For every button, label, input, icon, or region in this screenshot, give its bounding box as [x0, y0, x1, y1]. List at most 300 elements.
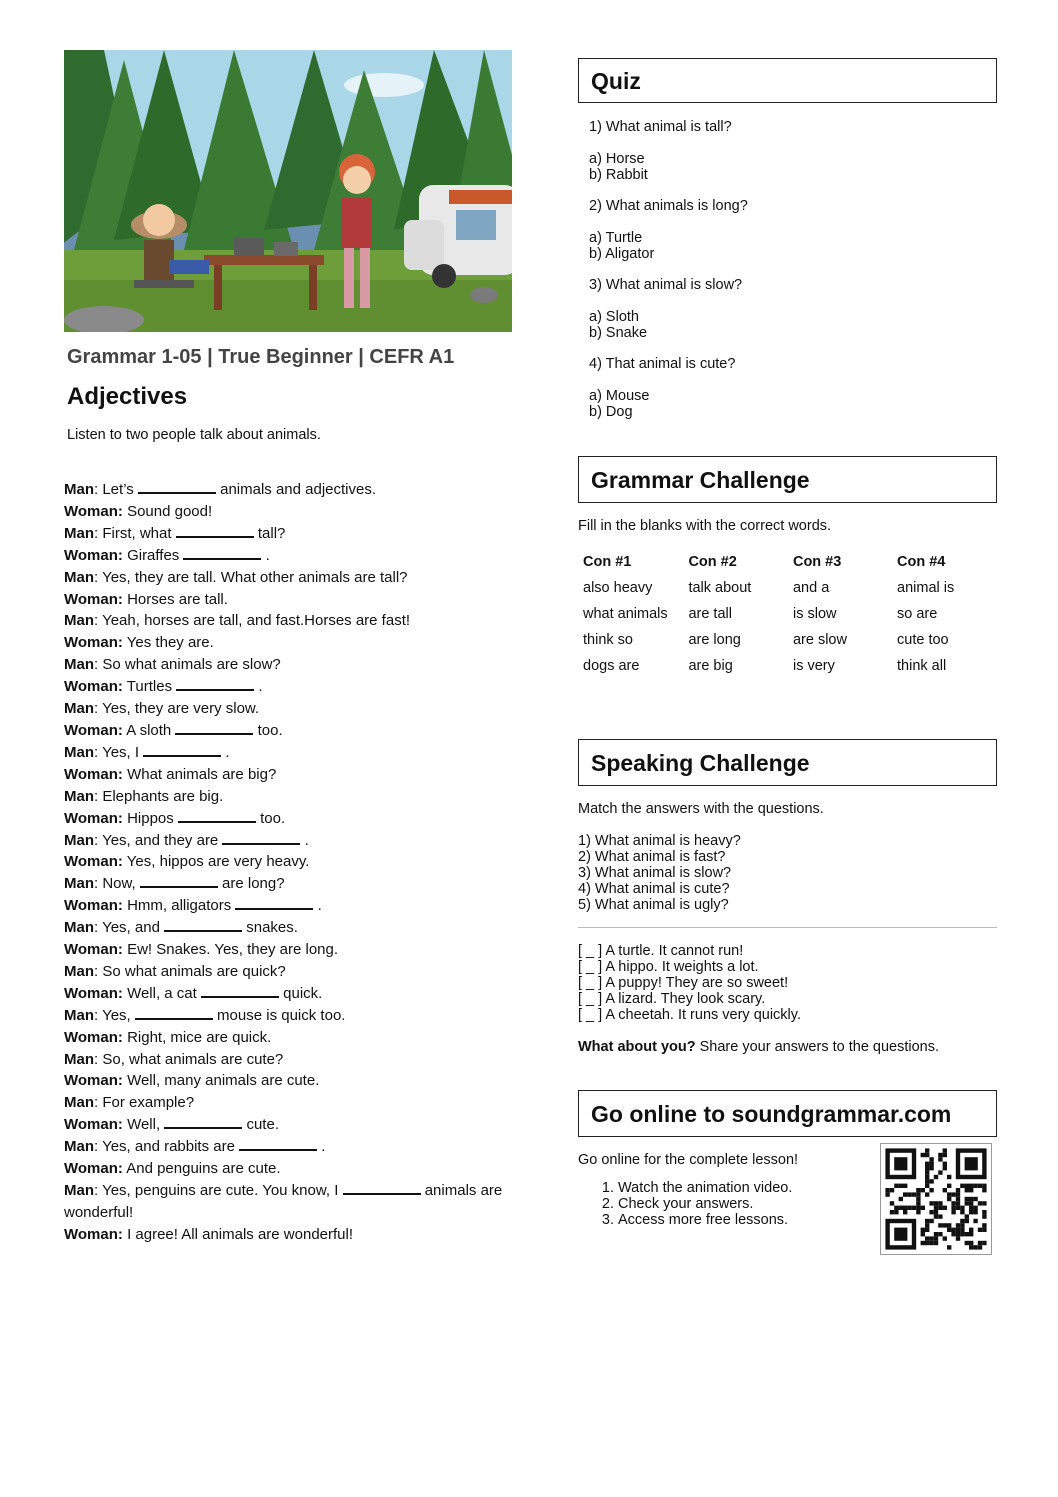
word-bank-row: [578, 627, 997, 653]
quiz-heading: Quiz: [578, 58, 997, 103]
qr-module: [956, 1197, 960, 1201]
qr-module: [885, 1188, 889, 1192]
dialogue-text: Sound good!: [127, 502, 213, 520]
dialogue-text: Yes, they are tall. What other animals are tall?: [102, 568, 408, 586]
speaker-separator: :: [94, 1006, 103, 1024]
qr-module: [956, 1188, 960, 1192]
fill-in-blank[interactable]: [201, 984, 279, 998]
fill-in-blank[interactable]: [176, 677, 254, 691]
dialogue-line: [64, 1158, 514, 1180]
word-bank-row: [578, 575, 997, 601]
dialogue-text: A sloth: [126, 721, 176, 739]
qr-module: [938, 1206, 942, 1210]
qr-module: [965, 1197, 969, 1201]
qr-module: [947, 1192, 951, 1196]
dialogue-line: [64, 523, 514, 545]
qr-module: [943, 1206, 947, 1210]
qr-module: [956, 1232, 960, 1236]
speaker-label: Woman:: [64, 502, 123, 520]
word-bank-cell: are big: [688, 658, 733, 674]
dialogue-text: Now,: [102, 875, 140, 893]
fill-in-blank[interactable]: [235, 896, 313, 910]
go-online-step: 3. Access more free lessons.: [618, 1212, 997, 1228]
grammar-challenge-instructions: Fill in the blanks with the correct words.: [578, 518, 832, 534]
dialogue-text: Yes, hippos are very heavy.: [126, 853, 310, 871]
speaker-separator: :: [94, 656, 103, 674]
qr-module: [912, 1192, 916, 1196]
speaking-question: 1) What animal is heavy?: [578, 833, 741, 849]
qr-module: [925, 1219, 929, 1223]
dialogue-line: [64, 1114, 514, 1136]
quiz-question-text: 3) What animal is slow?: [589, 277, 743, 293]
speaking-answer: [ _ ] A puppy! They are so sweet!: [578, 975, 789, 991]
qr-module: [916, 1188, 920, 1192]
quiz-option: b) Snake: [589, 325, 648, 341]
qr-module: [929, 1157, 933, 1161]
qr-module: [903, 1206, 907, 1210]
qr-module: [951, 1210, 955, 1214]
dialogue-line: [64, 676, 514, 698]
speaker-separator: :: [94, 700, 103, 718]
qr-module: [894, 1210, 898, 1214]
qr-module: [956, 1206, 960, 1210]
qr-module: [925, 1192, 929, 1196]
left-column: [64, 50, 514, 1246]
word-bank-cell: cute too: [897, 632, 949, 648]
quiz-question: [578, 277, 997, 341]
speaking-answer: [ _ ] A turtle. It cannot run!: [578, 943, 744, 959]
dialogue-text: snakes.: [242, 919, 298, 937]
dialogue-text: tall?: [253, 524, 286, 542]
dialogue-text: Right, mice are quick.: [127, 1028, 272, 1046]
speaker-label: Woman:: [64, 1160, 123, 1178]
qr-module: [925, 1241, 929, 1245]
qr-module: [938, 1214, 942, 1218]
section-divider: [578, 927, 997, 928]
quiz-option: a) Sloth: [589, 309, 639, 325]
qr-module: [956, 1223, 960, 1227]
qr-module: [982, 1184, 986, 1188]
speaking-answer: [ _ ] A lizard. They look scary.: [578, 991, 766, 1007]
dialogue-line: [64, 589, 514, 611]
speaker-separator: :: [94, 612, 103, 630]
lesson-intro: Listen to two people talk about animals.: [67, 427, 321, 443]
speaker-separator: :: [94, 481, 103, 498]
qr-module: [925, 1236, 929, 1240]
qr-module: [916, 1210, 920, 1214]
qr-module: [929, 1236, 933, 1240]
qr-module: [956, 1228, 960, 1232]
fill-in-blank[interactable]: [183, 546, 261, 560]
dialogue-line: [64, 808, 514, 830]
qr-module: [982, 1241, 986, 1245]
qr-module: [982, 1214, 986, 1218]
dialogue-line: [64, 961, 514, 983]
dialogue-line: [64, 983, 514, 1005]
dialogue-line: [64, 479, 514, 501]
qr-module: [969, 1241, 973, 1245]
dialogue-line: [64, 545, 514, 567]
speaker-separator: :: [94, 831, 103, 849]
qr-module: [890, 1201, 894, 1205]
quiz-question-text: 1) What animal is tall?: [589, 119, 732, 135]
word-bank-cell: talk about: [688, 580, 752, 596]
speaking-question: 4) What animal is cute?: [578, 881, 730, 897]
dialogue-text: Let’s: [102, 481, 138, 498]
dialogue-text: Horses are tall.: [127, 590, 228, 608]
speaking-answers: [578, 943, 997, 1023]
qr-module: [916, 1197, 920, 1201]
qr-module: [978, 1245, 982, 1249]
qr-module: [965, 1214, 969, 1218]
qr-module: [947, 1245, 951, 1249]
speaker-label: Woman:: [64, 897, 123, 915]
dialogue-text: .: [313, 897, 322, 915]
word-bank-cell: are slow: [792, 632, 847, 648]
speaker-label: Woman:: [64, 1028, 123, 1046]
qr-finder-pattern: [894, 1157, 907, 1170]
qr-module: [921, 1206, 925, 1210]
what-about-you-text: Share your answers to the questions.: [695, 1039, 940, 1055]
qr-module: [912, 1206, 916, 1210]
dialogue-line: [64, 1092, 514, 1114]
qr-module: [947, 1184, 951, 1188]
dialogue-text: Yes they are.: [126, 634, 214, 652]
qr-module: [934, 1214, 938, 1218]
qr-module: [960, 1232, 964, 1236]
dialogue-text: too.: [255, 809, 286, 827]
dialogue-text: Yes,: [102, 1006, 135, 1024]
dialogue-text: So what animals are quick?: [102, 962, 286, 980]
qr-module: [982, 1228, 986, 1232]
dialogue-text: Yes, they are very slow.: [102, 700, 260, 718]
word-bank-cell: is slow: [792, 606, 837, 622]
dialogue-text: Giraffes: [127, 546, 184, 564]
qr-module: [925, 1223, 929, 1227]
qr-module: [929, 1166, 933, 1170]
qr-module: [929, 1179, 933, 1183]
speaker-label: Man: [64, 1094, 94, 1112]
qr-module: [969, 1206, 973, 1210]
fill-in-blank[interactable]: [164, 918, 242, 932]
qr-module: [969, 1197, 973, 1201]
speaker-label: Woman:: [64, 1225, 123, 1243]
dialogue-line: [64, 939, 514, 961]
dialogue-text: Yes, penguins are cute. You know, I: [102, 1182, 343, 1199]
qr-module: [982, 1201, 986, 1205]
speaker-label: Man: [64, 875, 94, 893]
dialogue-text: What animals are big?: [127, 765, 277, 783]
qr-module: [969, 1184, 973, 1188]
speaker-label: Man: [64, 568, 94, 586]
dialogue-line: [64, 917, 514, 939]
qr-module: [956, 1236, 960, 1240]
qr-module: [894, 1184, 898, 1188]
quiz-option: b) Rabbit: [589, 167, 648, 183]
lesson-title: Adjectives: [67, 383, 188, 410]
speaker-label: Woman:: [64, 984, 123, 1002]
fill-in-blank[interactable]: [175, 721, 253, 735]
qr-module: [894, 1206, 898, 1210]
dialogue-text: mouse is quick too.: [212, 1006, 346, 1024]
dialogue-line: [64, 1136, 514, 1158]
dialogue-line: [64, 610, 514, 632]
qr-module: [925, 1228, 929, 1232]
qr-module: [934, 1236, 938, 1240]
qr-module: [956, 1201, 960, 1205]
qr-module: [960, 1210, 964, 1214]
quiz-question-text: 4) That animal is cute?: [589, 356, 736, 372]
qr-module: [885, 1192, 889, 1196]
fill-in-blank[interactable]: [222, 831, 300, 845]
qr-module: [960, 1184, 964, 1188]
qr-module: [973, 1245, 977, 1249]
qr-module: [899, 1197, 903, 1201]
speaker-separator: :: [94, 1182, 103, 1199]
fill-in-blank[interactable]: [343, 1181, 421, 1195]
dialogue-line: [64, 742, 514, 764]
fill-in-blank[interactable]: [178, 809, 256, 823]
speaker-label: Man: [64, 612, 94, 630]
quiz-question: [578, 356, 997, 420]
qr-module: [916, 1201, 920, 1205]
dialogue-text: First, what: [102, 524, 176, 542]
qr-module: [925, 1162, 929, 1166]
qr-module: [921, 1188, 925, 1192]
qr-module: [965, 1201, 969, 1205]
speaker-label: Woman:: [64, 809, 123, 827]
qr-module: [938, 1157, 942, 1161]
qr-module: [973, 1219, 977, 1223]
speaking-answer: [ _ ] A hippo. It weights a lot.: [578, 959, 759, 975]
fill-in-blank[interactable]: [176, 524, 254, 538]
word-bank-cell: is very: [792, 658, 835, 674]
qr-module: [903, 1184, 907, 1188]
qr-module: [943, 1148, 947, 1152]
qr-module: [943, 1166, 947, 1170]
quiz-option: a) Mouse: [589, 388, 650, 404]
speaker-separator: :: [94, 1094, 103, 1112]
qr-module: [899, 1184, 903, 1188]
speaker-separator: :: [94, 743, 103, 761]
qr-module: [921, 1153, 925, 1157]
dialogue-text: Elephants are big.: [102, 787, 224, 805]
qr-module: [951, 1228, 955, 1232]
speaker-label: Man: [64, 1006, 94, 1024]
qr-module: [929, 1241, 933, 1245]
qr-module: [969, 1245, 973, 1249]
speaker-label: Woman:: [64, 634, 123, 652]
dialogue-line: [64, 1049, 514, 1071]
word-bank-cell: what animals: [583, 606, 668, 622]
dialogue-text: animals are wonderful!: [64, 1182, 507, 1221]
qr-module: [943, 1153, 947, 1157]
qr-module: [925, 1179, 929, 1183]
quiz-section: [578, 119, 997, 420]
qr-module: [907, 1192, 911, 1196]
qr-module: [947, 1175, 951, 1179]
dialogue-line: [64, 567, 514, 589]
fill-in-blank[interactable]: [239, 1137, 317, 1151]
qr-finder-pattern: [894, 1228, 907, 1241]
column-header: Con #2: [688, 554, 737, 570]
qr-module: [899, 1206, 903, 1210]
qr-module: [978, 1241, 982, 1245]
qr-module: [951, 1206, 955, 1210]
qr-module: [978, 1184, 982, 1188]
word-bank-cell: think all: [897, 658, 947, 674]
qr-module: [916, 1192, 920, 1196]
qr-module: [973, 1197, 977, 1201]
dialogue-text: Ew! Snakes. Yes, they are long.: [127, 941, 339, 959]
speaker-label: Man: [64, 481, 94, 498]
qr-module: [929, 1201, 933, 1205]
dialogue-line: [64, 654, 514, 676]
word-bank-table: [578, 549, 997, 679]
speaker-separator: :: [94, 875, 103, 893]
column-header: Con #1: [583, 554, 632, 570]
speaker-label: Man: [64, 831, 94, 849]
dialogue-text: I agree! All animals are wonderful!: [127, 1225, 354, 1243]
word-bank-cell: and a: [792, 580, 830, 596]
qr-module: [925, 1170, 929, 1174]
speaker-separator: :: [94, 524, 103, 542]
qr-module: [960, 1206, 964, 1210]
dialogue-line: [64, 1224, 514, 1246]
dialogue-text: are long?: [217, 875, 285, 893]
camping-scene-illustration: [64, 50, 512, 332]
qr-module: [982, 1210, 986, 1214]
dialogue-line: [64, 1070, 514, 1092]
qr-module: [947, 1228, 951, 1232]
qr-module: [965, 1219, 969, 1223]
qr-module: [969, 1232, 973, 1236]
qr-module: [925, 1184, 929, 1188]
fill-in-blank[interactable]: [164, 1115, 242, 1129]
speaker-label: Woman:: [64, 1072, 123, 1090]
qr-module: [938, 1223, 942, 1227]
dialogue-text: .: [300, 831, 309, 849]
qr-module: [973, 1206, 977, 1210]
dialogue-text: .: [254, 678, 263, 696]
dialogue-line: [64, 501, 514, 523]
dialogue-text: Yes, and: [102, 919, 165, 937]
speaker-label: Woman:: [64, 678, 123, 696]
word-bank-cell: are long: [688, 632, 741, 648]
qr-module: [921, 1241, 925, 1245]
qr-module: [951, 1192, 955, 1196]
dialogue-line: [64, 1027, 514, 1049]
qr-module: [929, 1219, 933, 1223]
qr-module: [960, 1219, 964, 1223]
dialogue-text: cute.: [242, 1116, 279, 1134]
speaker-label: Woman:: [64, 590, 123, 608]
qr-module: [921, 1228, 925, 1232]
qr-module: [925, 1148, 929, 1152]
qr-module: [951, 1201, 955, 1205]
dialogue-text: Well, a cat: [127, 984, 201, 1002]
speaking-questions: [578, 833, 997, 913]
speaker-separator: :: [94, 568, 103, 586]
speaking-challenge-heading: Speaking Challenge: [578, 739, 997, 786]
qr-module: [934, 1201, 938, 1205]
qr-module: [929, 1210, 933, 1214]
fill-in-blank[interactable]: [143, 743, 221, 757]
qr-module: [969, 1188, 973, 1192]
dialogue-text: Yes, and they are: [102, 831, 223, 849]
quiz-option: b) Dog: [589, 404, 633, 420]
quiz-question: [578, 198, 997, 262]
fill-in-blank[interactable]: [135, 1006, 213, 1020]
speaker-separator: :: [94, 1138, 103, 1156]
speaker-separator: :: [94, 919, 103, 937]
go-online-intro: Go online for the complete lesson!: [578, 1152, 799, 1168]
qr-finder-pattern: [965, 1157, 978, 1170]
speaker-separator: :: [94, 1050, 103, 1068]
qr-module: [956, 1192, 960, 1196]
word-bank-cell: think so: [583, 632, 633, 648]
qr-module: [921, 1232, 925, 1236]
dialogue-line: [64, 698, 514, 720]
what-about-you: [578, 1039, 997, 1055]
speaker-label: Woman:: [64, 853, 123, 871]
dialogue-text: Well,: [127, 1116, 165, 1134]
qr-module: [982, 1223, 986, 1227]
speaker-label: Man: [64, 656, 94, 674]
word-bank-row: [578, 601, 997, 627]
qr-module: [960, 1223, 964, 1227]
qr-module: [925, 1153, 929, 1157]
qr-module: [925, 1175, 929, 1179]
speaker-label: Man: [64, 962, 94, 980]
qr-module: [943, 1188, 947, 1192]
qr-module: [938, 1170, 942, 1174]
fill-in-blank[interactable]: [140, 874, 218, 888]
dialogue-line: [64, 786, 514, 808]
dialogue-line: [64, 873, 514, 895]
dialogue-line: [64, 720, 514, 742]
qr-module: [925, 1166, 929, 1170]
speaking-answer: [ _ ] A cheetah. It runs very quickly.: [578, 1007, 801, 1023]
qr-module: [934, 1206, 938, 1210]
speaking-question: 3) What animal is slow?: [578, 865, 732, 881]
dialogue-text: Yes, and rabbits are: [102, 1138, 240, 1156]
speaking-challenge-instructions: Match the answers with the questions.: [578, 801, 824, 817]
quiz-option: b) Aligator: [589, 246, 655, 262]
qr-code-icon[interactable]: [880, 1143, 992, 1255]
dialogue-text: animals and adjectives.: [215, 481, 377, 498]
qr-module: [943, 1223, 947, 1227]
qr-module: [938, 1153, 942, 1157]
word-bank-header-row: [578, 549, 997, 575]
quiz-option: a) Turtle: [589, 230, 643, 246]
qr-module: [934, 1232, 938, 1236]
word-bank-cell: are tall: [688, 606, 732, 622]
qr-module: [973, 1210, 977, 1214]
fill-in-blank[interactable]: [138, 480, 216, 494]
dialogue-text: So, what animals are cute?: [102, 1050, 284, 1068]
speaker-label: Woman:: [64, 1116, 123, 1134]
qr-module: [934, 1241, 938, 1245]
qr-module: [929, 1188, 933, 1192]
dialogue-text: Yeah, horses are tall, and fast.Horses are fast!: [102, 612, 411, 630]
qr-module: [969, 1228, 973, 1232]
dialogue-text: .: [317, 1138, 326, 1156]
column-header: Con #4: [897, 554, 946, 570]
word-bank-cell: dogs are: [583, 658, 640, 674]
dialogue-text: Yes, I: [102, 743, 144, 761]
speaker-label: Man: [64, 743, 94, 761]
